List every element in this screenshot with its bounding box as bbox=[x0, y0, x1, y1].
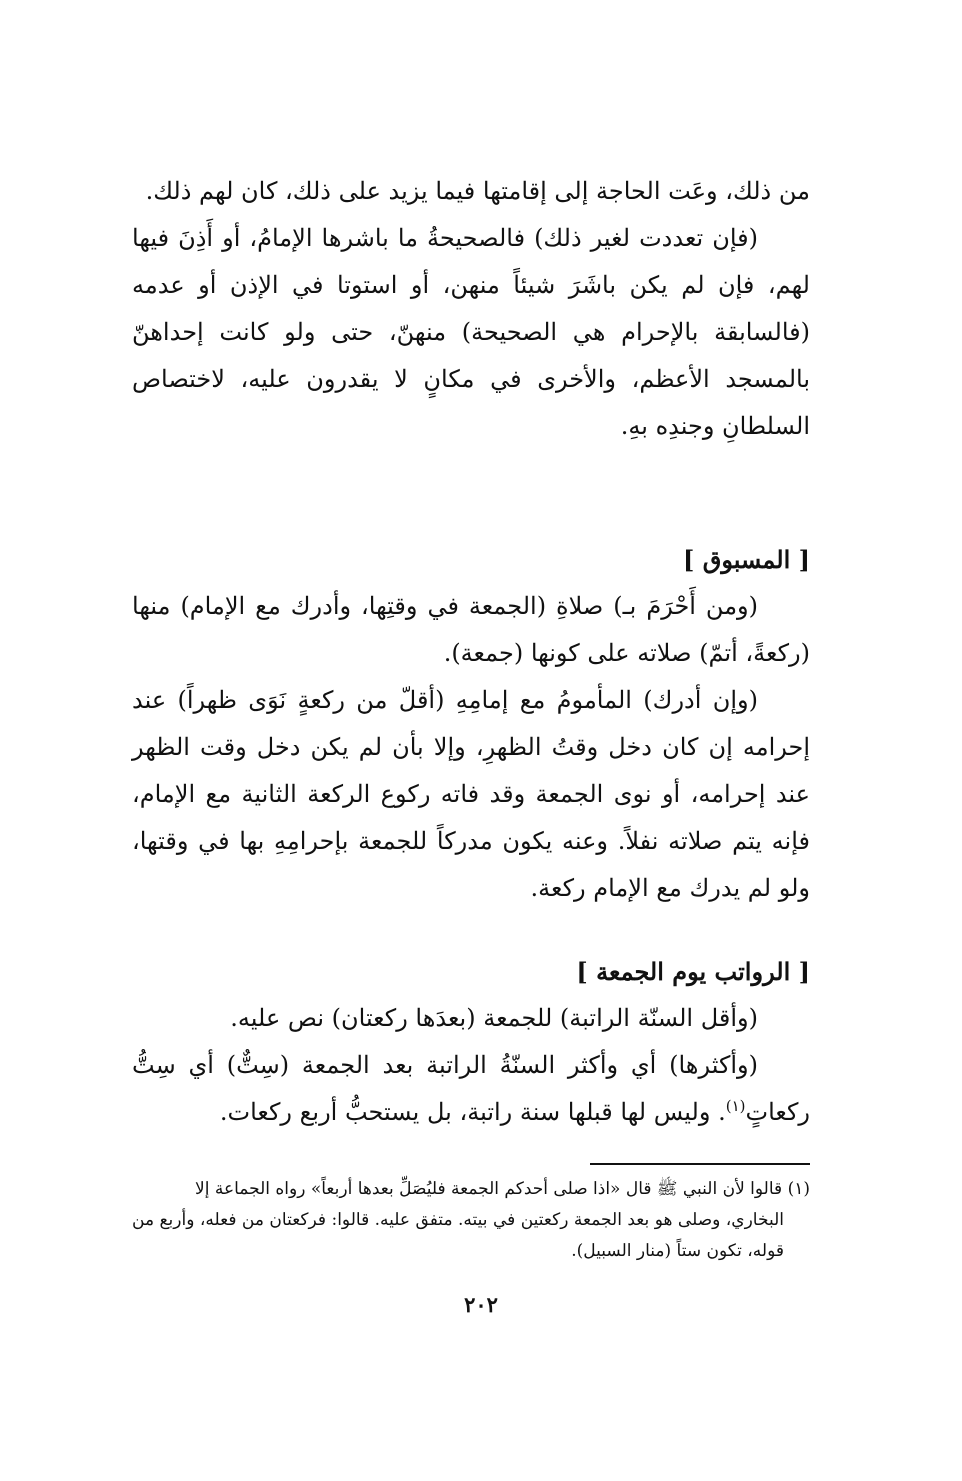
footnote bbox=[132, 1174, 810, 1267]
footnote-reference[interactable]: (١) bbox=[725, 1097, 746, 1115]
section-rawatib bbox=[132, 948, 810, 1136]
footnote-continuation: البخاري، وصلى هو بعد الجمعة ركعتين في بيته. متفق عليه. قالوا: فركعتان من فعله، وأربع من قوله، تكون ستاً (منار السبيل). bbox=[132, 1210, 784, 1261]
section-continuation bbox=[132, 168, 810, 450]
section-heading-masbuq: [ المسبوق ] bbox=[683, 545, 810, 574]
paragraph-masbuq-rakah: (ومن أَحْرَمَ بـ) صلاةِ (الجمعة في وقتِها، وأدرك مع الإمام) منها (ركعةً، أتمّ) صلاته على كونها (جمعة). bbox=[132, 592, 810, 667]
paragraph-masbuq-less: (وإن أدرك) المأمومُ مع إمامِهِ (أقلّ من ركعةٍ نَوَى ظهراً) عند إحرامه إن كان دخل وقتُ الظهرِ، وإلا بأن لم يكن دخل وقت الظهر عند إحرامه، أو نوى الجمعة وقد فاته ركوع الركعة الثانية مع الإمام، فإنه يتم صلاته نفلاً. وعنه يكون مدركاً للجمعة بإحرامِهِ بها في وقتها، ولو لم يدرك مع الإمام ركعة. bbox=[132, 686, 810, 902]
paragraph-multiple-jumuah: (فإن تعددت لغير ذلك) فالصحيحةُ ما باشرها الإمامُ، أو أَذِنَ فيها لهم، فإن لم يكن باشَرَ شيئاً منهن، أو استوتا في الإذن أو عدمه (فالسابقة بالإحرام هي الصحيحة) منهنّ، حتى ولو كانت إحداهنّ بالمسجد الأعظم، والأخرى في مكانٍ لا يقدرون عليه، لاختصاص السلطانِ وجندِه بهِ. bbox=[132, 224, 810, 440]
footnote-line-first: (١) قالوا لأن النبي ﷺ قال «اذا صلى أحدكم الجمعة فليُصَلِّ بعدها أربعاً» رواه الجماعة إلا bbox=[195, 1179, 810, 1199]
paragraph-rawatib-max bbox=[132, 1042, 810, 1136]
paragraph-rawatib-min: (وأقل السنّة الراتبة) للجمعة (بعدَها ركعتان) نص عليه. bbox=[230, 1004, 758, 1032]
rawatib-text-end: . وليس لها قبلها سنة راتبة، بل يستحبُّ أربع ركعات. bbox=[219, 1098, 726, 1126]
paragraph-continued: من ذلك، وعَت الحاجة إلى إقامتها فيما يزيد على ذلك، كان لهم ذلك. bbox=[145, 177, 810, 205]
footnote-divider bbox=[590, 1163, 810, 1165]
rawatib-text-start: (وأكثرها) أي وأكثر السنّةُ الراتبة بعد الجمعة (سِتٌّ) أي سِتُّ ركعاتٍ bbox=[132, 1051, 810, 1126]
page-number: ٢٠٢ bbox=[464, 1292, 498, 1317]
section-masbuq bbox=[132, 536, 810, 912]
section-heading-rawatib: [ الرواتب يوم الجمعة ] bbox=[576, 957, 810, 986]
